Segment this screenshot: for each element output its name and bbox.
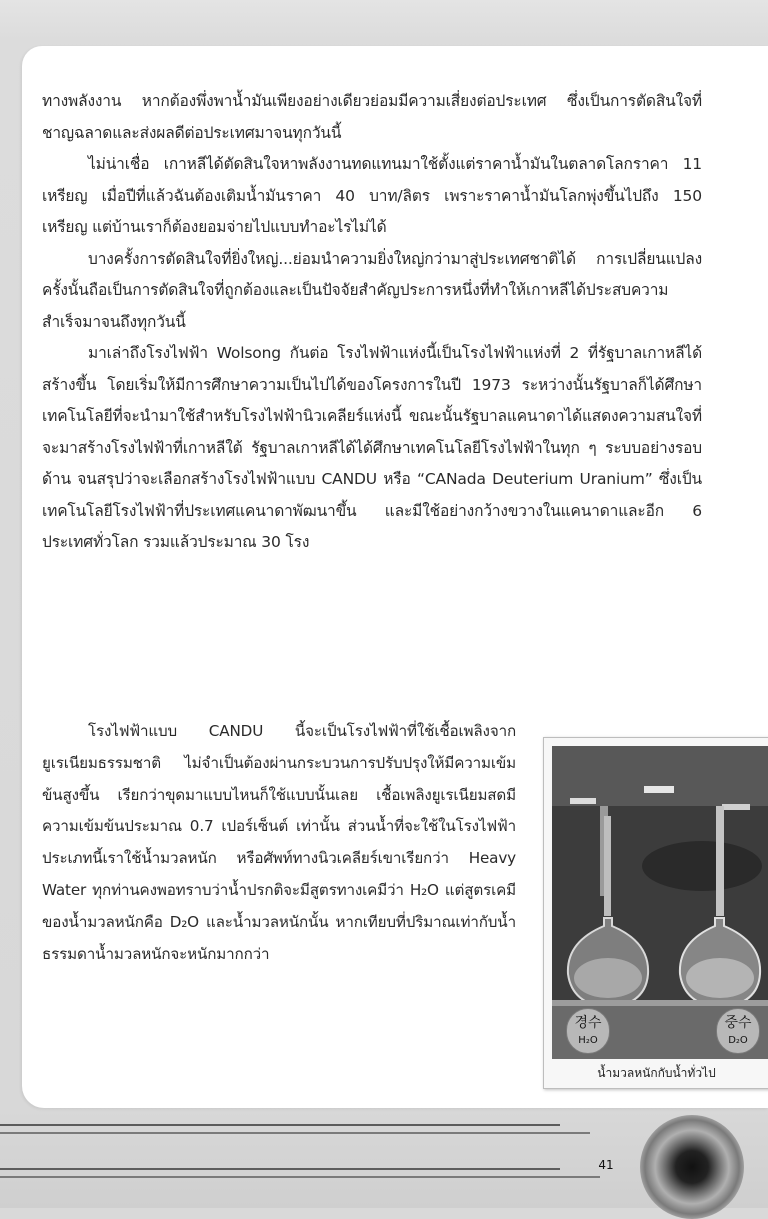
main-text-block <box>42 86 702 559</box>
decorative-line <box>0 1132 590 1134</box>
heavy-water-label: 중수 D₂O <box>716 1008 760 1054</box>
decorative-line <box>0 1124 560 1126</box>
paragraph-2: ไม่น่าเชื่อ เกาหลีได้ตัดสินใจหาพลังงานทดแทนมาใช้ตั้งแต่ราคาน้ำมันในตลาดโลกราคา 11 เหรียญ เมื่อปีที่แล้วฉันต้องเติมน้ำมันราคา 40 บาท/ลิตร เพราะราคาน้ำมันโลกพุ่งขึ้นไปถึง 150 เหรียญ แต่บ้านเราก็ต้องยอมจ่ายไปแบบทำอะไรไม่ได้ <box>42 155 702 236</box>
heavy-water-photo <box>552 746 768 1059</box>
photo-caption: น้ำมวลหนักกับน้ำทั่วไป <box>597 1066 716 1080</box>
paragraph-4: มาเล่าถึงโรงไฟฟ้า Wolsong กันต่อ โรงไฟฟ้าแห่งนี้เป็นโรงไฟฟ้าแห่งที่ 2 ที่รัฐบาลเกาหลีได้สร้างขึ้น โดยเริ่มให้มีการศึกษาความเป็นไปได้ของโครงการในปี 1973 ระหว่างนั้นรัฐบาลก็ได้ศึกษาเทคโนโลยีที่จะนำมาใช้สำหรับโรงไฟฟ้านิวเคลียร์แห่งนี้ ขณะนั้นรัฐบาลแคนาดาได้แสดงความสนใจที่จะมาสร้างโรงไฟฟ้าที่เกาหลีใต้ รัฐบาลเกาหลีได้ได้ศึกษาเทคโนโลยีโรงไฟฟ้าในทุก ๆ ระบบอย่างรอบด้าน จนสรุปว่าจะเลือกสร้างโรงไฟฟ้าแบบ CANDU หรือ “CANada Deuterium Uranium” ซึ่งเป็นเทคโนโลยีโรงไฟฟ้าที่ประเทศแคนาดาพัฒนาขึ้น และมีใช้อย่างกว้างขวางในแคนาดาและอีก 6 ประเทศทั่วโลก รวมแล้วประมาณ 30 โรง <box>42 344 702 551</box>
decorative-line <box>0 1168 560 1170</box>
page-number: 41 <box>598 1158 614 1172</box>
paragraph-3: บางครั้งการตัดสินใจที่ยิ่งใหญ่...ย่อมนำความยิ่งใหญ่กว่ามาสู่ประเทศชาติได้ การเปลี่ยนแปลงครั้งนั้นถือเป็นการตัดสินใจที่ถูกต้องและเป็นปัจจัยสำคัญประการหนึ่งที่ทำให้เกาหลีได้ประสบความสำเร็จมาจนถึงทุกวันนี้ <box>42 249 702 331</box>
lens-ornament <box>640 1115 744 1219</box>
side-text-block <box>42 716 516 970</box>
paragraph-1: ทางพลังงาน หากต้องพึ่งพาน้ำมันเพียงอย่างเดียวย่อมมีความเสี่ยงต่อประเทศ ซึ่งเป็นการตัดสินใจที่ชาญฉลาดและส่งผลดีต่อประเทศมาจนทุกวันนี้ <box>42 92 702 142</box>
photo-figure <box>543 737 768 1089</box>
paragraph-5: โรงไฟฟ้าแบบ CANDU นี้จะเป็นโรงไฟฟ้าที่ใช้เชื้อเพลิงจากยูเรเนียมธรรมชาติ ไม่จำเป็นต้องผ่านกระบวนการปรับปรุงให้มีความเข้มข้นสูงขึ้น เรียกว่าขุดมาแบบไหนก็ใช้แบบนั้นเลย เชื้อเพลิงยูเรเนียมสดมีความเข้มข้นประมาณ 0.7 เปอร์เซ็นต์ เท่านั้น ส่วนน้ำที่จะใช้ในโรงไฟฟ้าประเภทนี้เราใช้น้ำมวลหนัก หรือศัพท์ทางนิวเคลียร์เขาเรียกว่า Heavy Water ทุกท่านคงพอทราบว่าน้ำปรกติจะมีสูตรทางเคมีว่า H₂O แต่สูตรเคมีของน้ำมวลหนักคือ D₂O และน้ำมวลหนักนั้น หากเทียบที่ปริมาณเท่ากับน้ำธรรมดาน้ำมวลหนักจะหนักมากกว่า <box>42 722 516 963</box>
light-water-label: 경수 H₂O <box>566 1008 610 1054</box>
decorative-line <box>0 1176 600 1178</box>
